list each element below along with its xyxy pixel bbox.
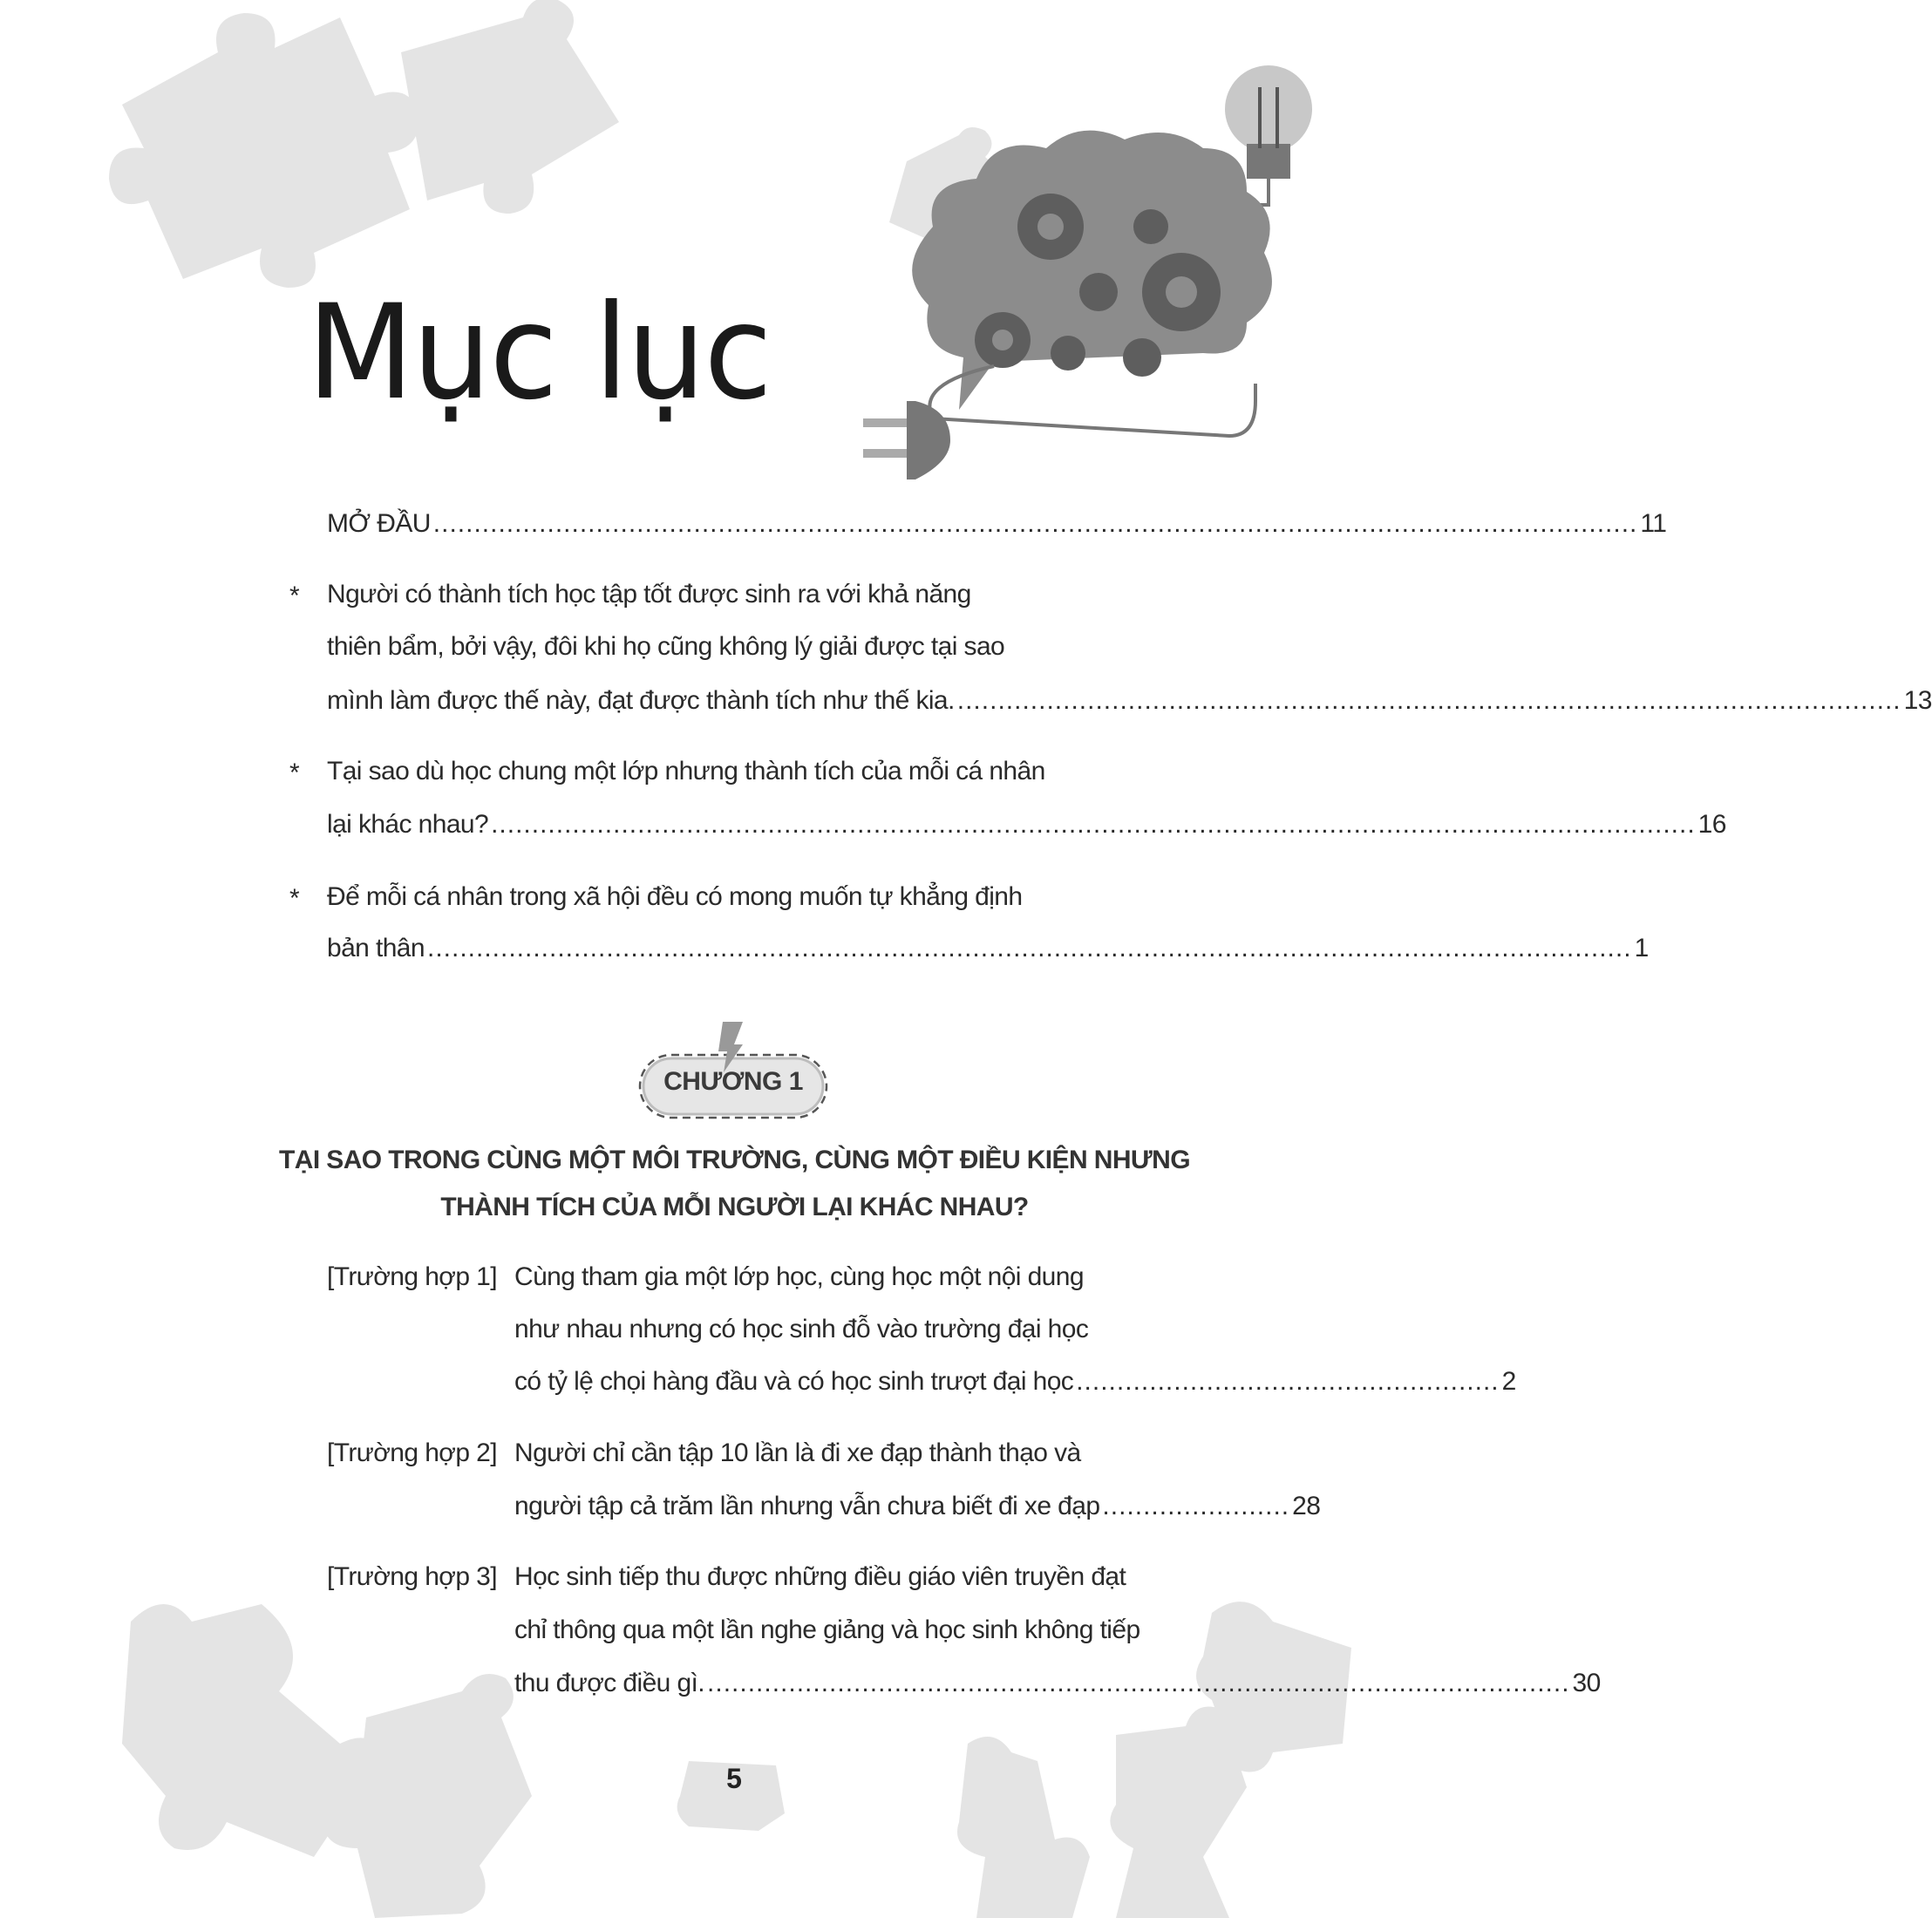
dot-leader: ....................................................................................................................	[956, 686, 1901, 715]
toc-entry-line[interactable]: Cùng tham gia một lớp học, cùng học một nội dung	[514, 1262, 1084, 1291]
toc-entry-line[interactable]: thu được điều gì. .......................................................................................................... 30	[514, 1666, 1173, 1701]
page-ref: 16	[1697, 810, 1726, 839]
toc-entry-line[interactable]: người tập cả trăm lần nhưng vẫn chưa biết đi xe đạp ....................... 28	[514, 1489, 1173, 1524]
toc-entry-line[interactable]: như nhau nhưng có học sinh đỗ vào trường đại học	[514, 1315, 1089, 1343]
toc-entry-line[interactable]: mình làm được thế này, đạt được thành tích như thế kia. .................................................................................................................... 13	[327, 684, 1173, 718]
dot-leader: ....................................................................................................................................................	[426, 934, 1632, 962]
toc-entry-line[interactable]: lại khác nhau? .................................................................................................................................................... 16	[327, 807, 1173, 842]
bullet: *	[289, 884, 300, 913]
bullet: *	[289, 582, 300, 610]
page-title: Mục lục	[307, 277, 771, 429]
page-ref: 30	[1572, 1669, 1601, 1697]
case-label: [Trường hợp 3]	[327, 1562, 497, 1591]
toc-entry-line[interactable]: Để mỗi cá nhân trong xã hội đều có mong muốn tự khẳng định	[327, 882, 1023, 911]
puzzle-decoration-top-icon	[113, 0, 636, 288]
page-ref: 28	[1292, 1492, 1321, 1520]
plug-icon	[863, 401, 950, 480]
toc-entry-line[interactable]: có tỷ lệ chọi hàng đầu và có học sinh trượt đại học .................................................... 2	[514, 1364, 1160, 1399]
page-ref: 11	[1640, 509, 1667, 538]
brain-gears-illustration-icon	[863, 52, 1325, 480]
toc-entry-line[interactable]: thiên bẩm, bởi vậy, đôi khi họ cũng không lý giải được tại sao	[327, 632, 1005, 661]
page-ref: 2	[1501, 1367, 1516, 1396]
bullet: *	[289, 758, 300, 787]
toc-entry-line[interactable]: bản thân .................................................................................................................................................... 1	[327, 931, 1160, 966]
toc-entry-intro[interactable]: MỞ ĐẦU .................................................................................................................................................... 11	[327, 507, 1173, 541]
page-number: 5	[726, 1763, 742, 1794]
toc-entry-line[interactable]: Người có thành tích học tập tốt được sinh ra với khả năng	[327, 580, 971, 609]
dot-leader: ....................................................................................................................................................	[432, 509, 1638, 538]
page-ref: 1	[1634, 934, 1649, 962]
toc-entry-line[interactable]: Học sinh tiếp thu được những điều giáo viên truyền đạt	[514, 1562, 1126, 1591]
chapter-title: TẠI SAO TRONG CÙNG MỘT MÔI TRƯỜNG, CÙNG MỘT ĐIỀU KIỆN NHƯNG THÀNH TÍCH CỦA MỖI NGƯỜI LẠI KHÁC NHAU?	[279, 1146, 1190, 1221]
chapter-label: CHƯƠNG 1	[663, 1067, 803, 1096]
page-ref: 13	[1903, 686, 1932, 715]
dot-leader: .......................	[1102, 1492, 1290, 1520]
toc-entry-line[interactable]: Tại sao dù học chung một lớp nhưng thành tích của mỗi cá nhân	[327, 757, 1045, 786]
dot-leader: ....................................................	[1076, 1367, 1500, 1396]
dot-leader: ....................................................................................................................................................	[491, 810, 1696, 839]
dot-leader: ..........................................................................................................	[707, 1669, 1570, 1697]
case-label: [Trường hợp 1]	[327, 1262, 497, 1291]
case-label: [Trường hợp 2]	[327, 1438, 497, 1467]
toc-entry-line[interactable]: Người chỉ cần tập 10 lần là đi xe đạp thành thạo và	[514, 1438, 1081, 1467]
toc-entry-line[interactable]: chỉ thông qua một lần nghe giảng và học sinh không tiếp	[514, 1615, 1140, 1644]
